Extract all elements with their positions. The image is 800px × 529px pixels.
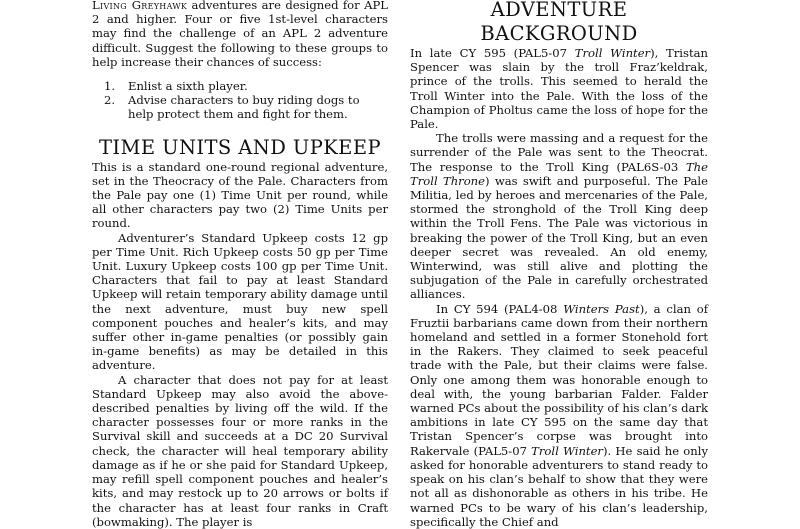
list-item: 2. Advise characters to buy riding dogs to help protect them and fight for them. — [104, 93, 360, 122]
tips-list — [92, 79, 388, 122]
background-paragraph-1: In late CY 595 (PAL5-07 Troll Winter), Tristan Spencer was slain by the troll Fraz’keldrak, prince of the trolls. This seemed to herald the Troll Winter into the Pale. With the loss of the Champion of Pholtus came the loss of hope for the Pale. — [410, 46, 708, 132]
section-heading-adventure-background: ADVENTURE BACKGROUND — [480, 0, 638, 45]
adventure-title: Winters Past — [563, 301, 640, 316]
living-greyhawk-term: Living Greyhawk — [92, 0, 188, 12]
adventure-title: Troll Winter — [531, 443, 603, 458]
list-item: 1. Enlist a sixth player. — [104, 79, 248, 94]
section-heading-time-units: TIME UNITS AND UPKEEP — [99, 135, 381, 159]
intro-paragraph: Living Greyhawk adventures are designed for APL 2 and higher. Four or five 1st-level characters may find the challenge of an APL 2 adventure difficult. Suggest the following to these groups to help increase their chances of success: — [92, 0, 388, 69]
adventure-title: Troll Winter — [574, 46, 651, 60]
upkeep-paragraph: Adventurer’s Standard Upkeep costs 12 gp per Time Unit. Rich Upkeep costs 50 gp per Time Unit. Luxury Upkeep costs 100 gp per Time Unit. Characters that fail to pay at least Standard Upkeep will retain temporary ability damage until the next adventure, must buy new spell component pouches and healer’s kits, and may suffer other in-game penalties (or possibly gain in-game benefits) as may be detailed in this adventure. — [92, 230, 388, 373]
time-units-paragraph: This is a standard one-round regional adventure, set in the Theocracy of the Pale. Characters from the Pale pay one (1) Time Unit per round, while all other characters pay two (2) Time Units per round. — [92, 159, 388, 231]
background-paragraph-2: The trolls were massing and a request for the surrender of the Pale was sent to the Theocrat. The response to the Troll King (PAL6S-03 The Troll Throne) was swift and purposeful. The Pale Militia, led by heroes and mercenaries of the Pale, stormed the stronghold of the Troll King deep within the Troll Fens. The Pale was victorious in breaking the power of the Troll King, but an even deeper secret was revealed. An old enemy, Winterwind, was still alive and plotting the subjugation of the Pale in carefully orchestrated alliances. — [410, 131, 708, 302]
adventure-title: The Troll Throne — [410, 159, 708, 188]
living-off-wild-paragraph: A character that does not pay for at least Standard Upkeep may also avoid the above-described penalties by living off the wild. If the character possesses four or more ranks in the Survival skill and succeeds at a DC 20 Survival check, the character will heal temporary ability damage as if he or she paid for Standard Upkeep, may refill spell component pouches and healer’s kits, and may restock up to 20 arrows or bolts if the character has at least four ranks in Craft (bowmaking). The player is — [92, 372, 388, 529]
background-paragraph-3: In CY 594 (PAL4-08 Winters Past), a clan of Fruztii barbarians came down from their northern homeland and settled in a former Stonehold fort in the Rakers. They claimed to seek peaceful trade with the Pale, but their claims were false. Only one among them was honorable enough to deal with, the young barbarian Falder. Falder warned PCs about the possibility of his clan’s dark ambitions in late CY 595 on the same day that Tristan Spencer’s corpse was brought into Rakervale (PAL5-07 Troll Winter). He said he only asked for honorable adventurers to stand ready to speak on his clan’s behalf to show that they were not all as dishonorable as others in his tribe. He warned PCs to be wary of his clan’s leadership, specifically the Chief and — [410, 301, 708, 529]
